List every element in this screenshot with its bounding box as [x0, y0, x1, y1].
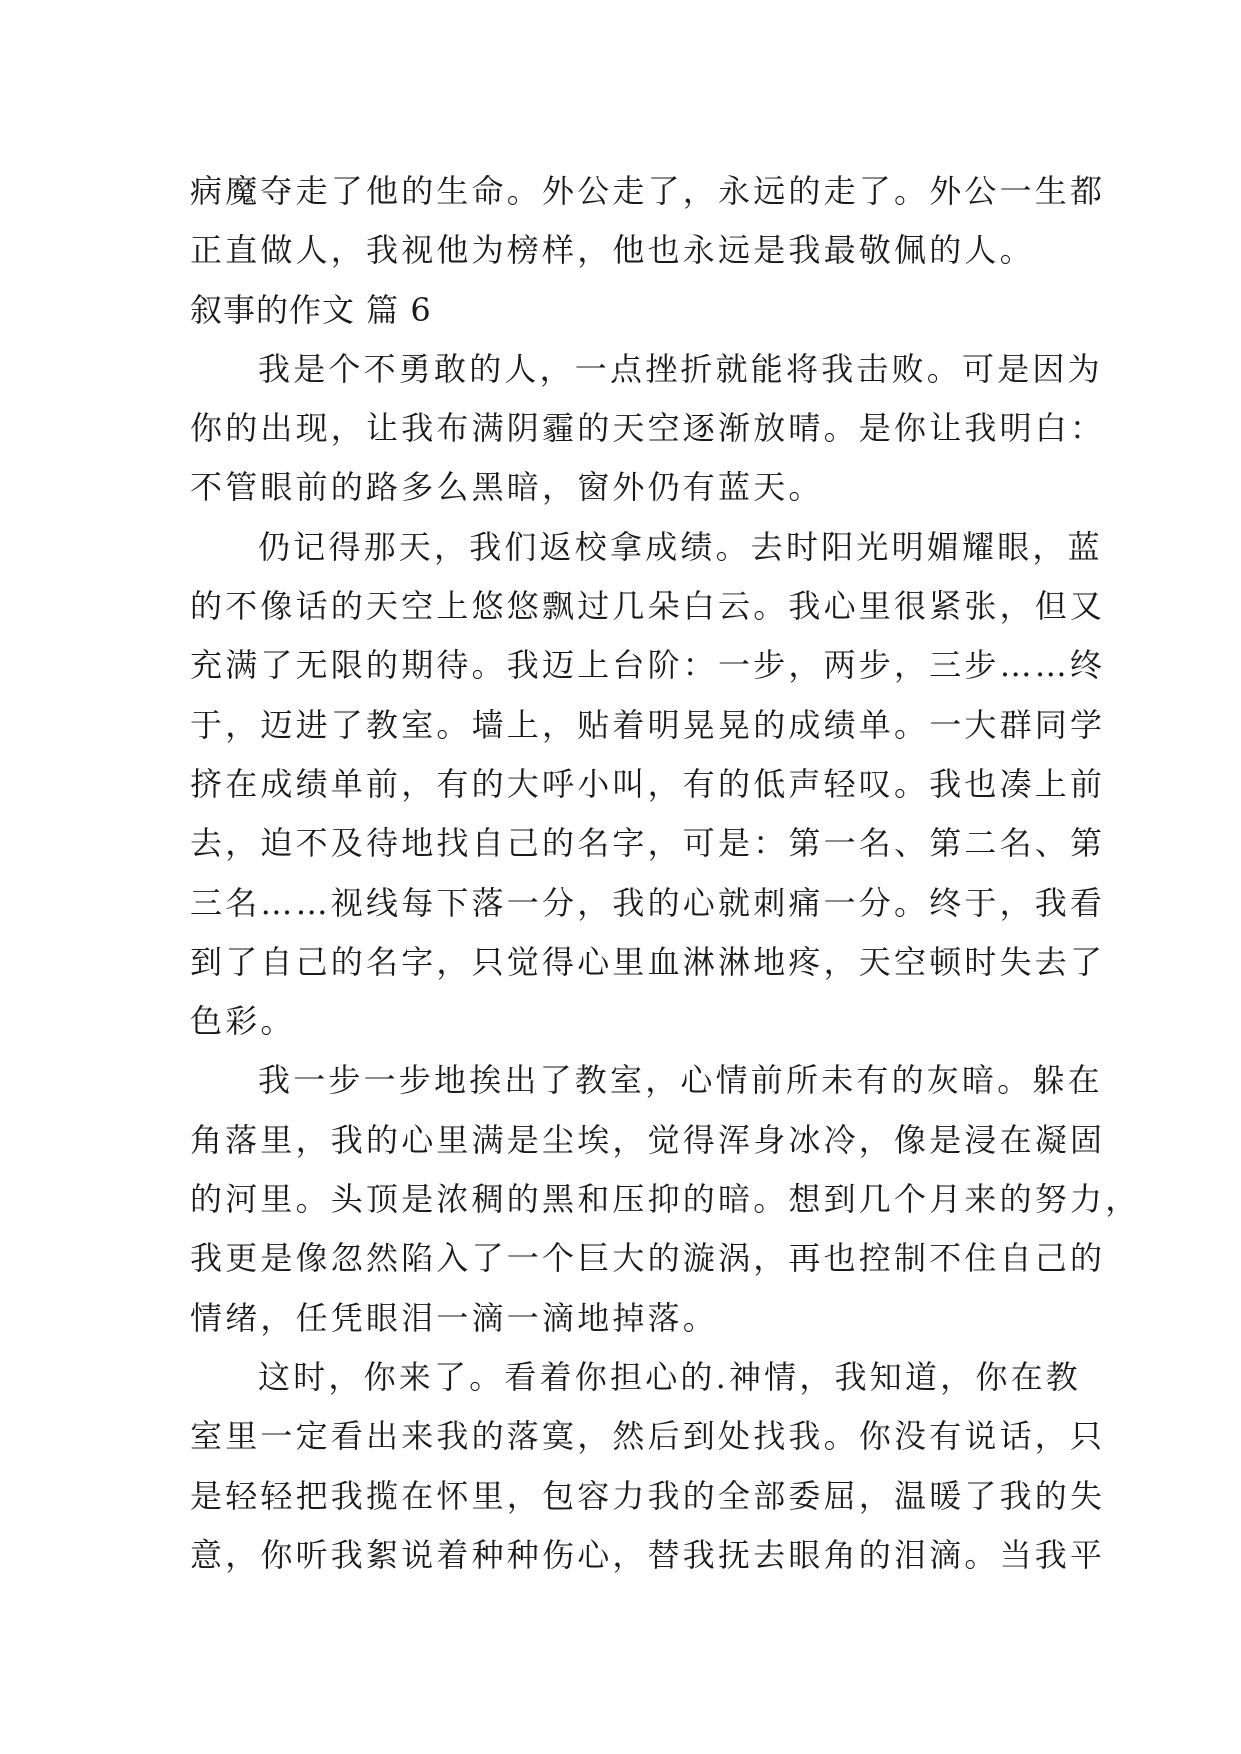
text-line: 我一步一步地挨出了教室，心情前所未有的灰暗。躲在: [258, 1061, 1103, 1100]
text-line: 三名……视线每下落一分，我的心就刺痛一分。终于，我看: [190, 883, 1106, 922]
text-line: 于，迈进了教室。墙上，贴着明晃晃的成绩单。一大群同学: [190, 705, 1106, 744]
text-line: 这时，你来了。看着你担心的.神情，我知道，你在教: [258, 1357, 1081, 1396]
text-line: 室里一定看出来我的落寞，然后到处找我。你没有说话，只: [190, 1417, 1106, 1456]
text-line: 角落里，我的心里满是尘埃，觉得浑身冰冷，像是浸在凝固: [190, 1120, 1106, 1159]
section-heading: 叙事的作文 篇 6: [190, 290, 432, 329]
text-line: 正直做人，我视他为榜样，他也永远是我最敬佩的人。: [190, 231, 1035, 270]
text-line: 的河里。头顶是浓稠的黑和压抑的暗。想到几个月来的努力，: [190, 1180, 1141, 1219]
text-line: 去，迫不及待地找自己的名字，可是：第一名、第二名、第: [190, 824, 1106, 863]
text-line: 我是个不勇敢的人，一点挫折就能将我击败。可是因为: [258, 349, 1103, 388]
text-line: 病魔夺走了他的生命。外公走了，永远的走了。外公一生都: [190, 172, 1106, 210]
text-line: 不管眼前的路多么黑暗，窗外仍有蓝天。: [190, 468, 824, 507]
text-line: 仍记得那天，我们返校拿成绩。去时阳光明媚耀眼，蓝: [258, 527, 1103, 566]
text-line: 的不像话的天空上悠悠飘过几朵白云。我心里很紧张，但又: [190, 587, 1106, 626]
text-line: 你的出现，让我布满阴霾的天空逐渐放晴。是你让我明白：: [190, 409, 1106, 448]
text-line: 我更是像忽然陷入了一个巨大的漩涡，再也控制不住自己的: [190, 1239, 1106, 1278]
text-line: 挤在成绩单前，有的大呼小叫，有的低声轻叹。我也凑上前: [190, 764, 1106, 803]
text-line: 是轻轻把我揽在怀里，包容力我的全部委屈，温暖了我的失: [190, 1476, 1106, 1515]
essay-body: [190, 162, 1141, 1585]
text-line: 色彩。: [190, 1002, 296, 1041]
text-line: 充满了无限的期待。我迈上台阶：一步，两步，三步……终: [190, 646, 1106, 685]
text-line: 到了自己的名字，只觉得心里血淋淋地疼，天空顿时失去了: [190, 942, 1106, 981]
text-line: 情绪，任凭眼泪一滴一滴地掉落。: [190, 1298, 719, 1337]
text-line: 意，你听我絮说着种种伤心，替我抚去眼角的泪滴。当我平: [190, 1535, 1106, 1574]
